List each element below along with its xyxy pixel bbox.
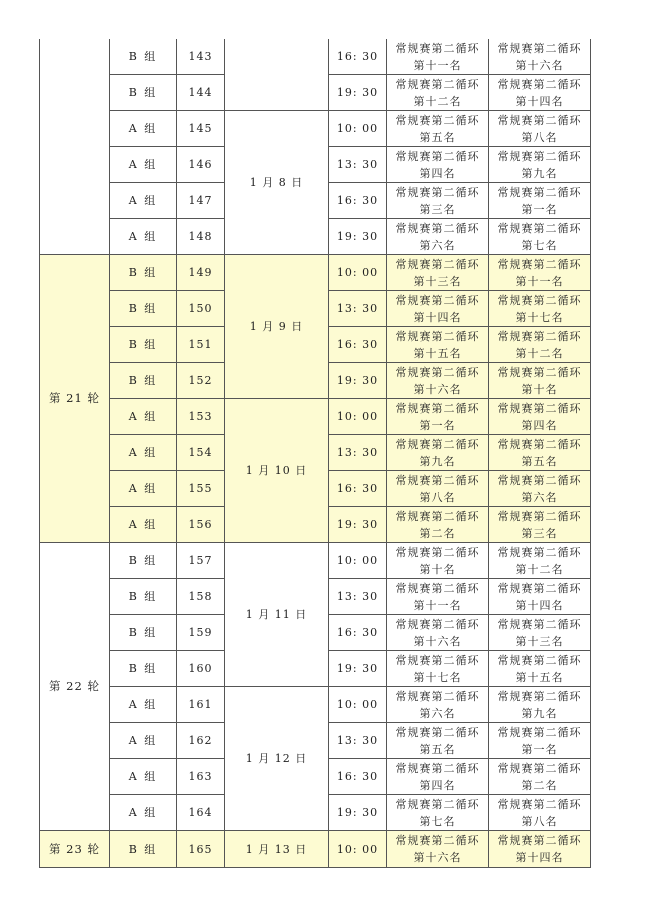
- team-rank: 第十四名: [515, 94, 564, 108]
- team-stage: 常规赛第二循环: [497, 509, 582, 523]
- home-team-cell: [387, 651, 489, 687]
- time-cell: 13: 30: [329, 723, 387, 759]
- team-rank: 第四名: [521, 418, 558, 432]
- game-number: 146: [177, 147, 225, 183]
- team-rank: 第十七名: [413, 670, 462, 684]
- away-team-cell: [489, 579, 591, 615]
- game-number: 162: [177, 723, 225, 759]
- home-team-cell: [387, 75, 489, 111]
- schedule-table: [39, 39, 591, 868]
- team-stage: 常规赛第二循环: [395, 545, 480, 559]
- team-stage: 常规赛第二循环: [395, 185, 480, 199]
- team-rank: 第六名: [419, 706, 456, 720]
- team-stage: 常规赛第二循环: [497, 293, 582, 307]
- away-team-cell: [489, 363, 591, 399]
- team-stage: 常规赛第二循环: [497, 365, 582, 379]
- date-cell: [225, 39, 329, 111]
- team-rank: 第二名: [521, 778, 558, 792]
- team-rank: 第九名: [419, 454, 456, 468]
- team-rank: 第一名: [521, 202, 558, 216]
- away-team-cell: [489, 327, 591, 363]
- group-cell: A 组: [110, 111, 177, 147]
- time-cell: 13: 30: [329, 435, 387, 471]
- team-rank: 第四名: [419, 166, 456, 180]
- away-team-cell: [489, 219, 591, 255]
- team-stage: 常规赛第二循环: [395, 509, 480, 523]
- away-team-cell: [489, 435, 591, 471]
- away-team-cell: [489, 291, 591, 327]
- game-number: 160: [177, 651, 225, 687]
- team-rank: 第十六名: [413, 851, 462, 864]
- game-number: 153: [177, 399, 225, 435]
- team-rank: 第六名: [521, 490, 558, 504]
- team-stage: 常规赛第二循环: [497, 617, 582, 631]
- time-cell: 13: 30: [329, 579, 387, 615]
- home-team-cell: [387, 507, 489, 543]
- game-number: 161: [177, 687, 225, 723]
- away-team-cell: [489, 759, 591, 795]
- game-number: 143: [177, 39, 225, 75]
- group-cell: A 组: [110, 723, 177, 759]
- team-stage: 常规赛第二循环: [497, 653, 582, 667]
- group-cell: A 组: [110, 687, 177, 723]
- group-cell: A 组: [110, 759, 177, 795]
- home-team-cell: [387, 831, 489, 868]
- team-rank: 第十五名: [515, 670, 564, 684]
- away-team-cell: [489, 147, 591, 183]
- team-rank: 第十五名: [413, 346, 462, 360]
- group-cell: B 组: [110, 543, 177, 579]
- game-number: 148: [177, 219, 225, 255]
- date-cell: 1 月 10 日: [225, 399, 329, 543]
- date-cell: 1 月 8 日: [225, 111, 329, 255]
- game-number: 156: [177, 507, 225, 543]
- game-number: 164: [177, 795, 225, 831]
- game-number: 155: [177, 471, 225, 507]
- home-team-cell: [387, 723, 489, 759]
- away-team-cell: [489, 795, 591, 831]
- game-number: 152: [177, 363, 225, 399]
- away-team-cell: [489, 255, 591, 291]
- time-cell: 19: 30: [329, 507, 387, 543]
- team-rank: 第十名: [419, 562, 456, 576]
- home-team-cell: [387, 183, 489, 219]
- team-stage: 常规赛第二循环: [395, 149, 480, 163]
- team-stage: 常规赛第二循环: [497, 149, 582, 163]
- team-rank: 第十二名: [515, 562, 564, 576]
- team-stage: 常规赛第二循环: [497, 329, 582, 343]
- home-team-cell: [387, 543, 489, 579]
- group-cell: A 组: [110, 507, 177, 543]
- time-cell: 16: 30: [329, 471, 387, 507]
- home-team-cell: [387, 255, 489, 291]
- time-cell: 19: 30: [329, 795, 387, 831]
- team-rank: 第三名: [419, 202, 456, 216]
- team-stage: 常规赛第二循环: [395, 473, 480, 487]
- away-team-cell: [489, 39, 591, 75]
- team-stage: 常规赛第二循环: [395, 293, 480, 307]
- group-cell: B 组: [110, 327, 177, 363]
- game-number: 150: [177, 291, 225, 327]
- team-rank: 第十三名: [515, 634, 564, 648]
- team-rank: 第四名: [419, 778, 456, 792]
- group-cell: B 组: [110, 291, 177, 327]
- home-team-cell: [387, 363, 489, 399]
- time-cell: 19: 30: [329, 651, 387, 687]
- team-stage: 常规赛第二循环: [395, 401, 480, 415]
- team-stage: 常规赛第二循环: [395, 797, 480, 811]
- home-team-cell: [387, 795, 489, 831]
- team-rank: 第八名: [521, 814, 558, 828]
- date-cell: 1 月 13 日: [225, 831, 329, 868]
- team-rank: 第十四名: [515, 598, 564, 612]
- team-stage: 常规赛第二循环: [497, 834, 582, 847]
- time-cell: 10: 00: [329, 831, 387, 868]
- time-cell: 13: 30: [329, 291, 387, 327]
- game-number: 154: [177, 435, 225, 471]
- team-stage: 常规赛第二循环: [497, 581, 582, 595]
- team-rank: 第十一名: [413, 58, 462, 72]
- team-rank: 第三名: [521, 526, 558, 540]
- team-stage: 常规赛第二循环: [497, 797, 582, 811]
- team-rank: 第十七名: [515, 310, 564, 324]
- team-rank: 第十三名: [413, 274, 462, 288]
- team-rank: 第五名: [419, 130, 456, 144]
- game-number: 165: [177, 831, 225, 868]
- time-cell: 16: 30: [329, 759, 387, 795]
- group-cell: B 组: [110, 579, 177, 615]
- team-stage: 常规赛第二循环: [395, 653, 480, 667]
- game-number: 147: [177, 183, 225, 219]
- group-cell: A 组: [110, 471, 177, 507]
- team-stage: 常规赛第二循环: [497, 113, 582, 127]
- team-rank: 第十四名: [413, 310, 462, 324]
- group-cell: A 组: [110, 399, 177, 435]
- away-team-cell: [489, 687, 591, 723]
- team-stage: 常规赛第二循环: [497, 401, 582, 415]
- team-rank: 第一名: [521, 742, 558, 756]
- away-team-cell: [489, 183, 591, 219]
- date-cell: 1 月 9 日: [225, 255, 329, 399]
- team-rank: 第一名: [419, 418, 456, 432]
- team-rank: 第十六名: [515, 58, 564, 72]
- team-stage: 常规赛第二循环: [395, 41, 480, 55]
- home-team-cell: [387, 435, 489, 471]
- home-team-cell: [387, 111, 489, 147]
- time-cell: 13: 30: [329, 147, 387, 183]
- group-cell: A 组: [110, 435, 177, 471]
- team-stage: 常规赛第二循环: [497, 41, 582, 55]
- game-number: 151: [177, 327, 225, 363]
- time-cell: 16: 30: [329, 183, 387, 219]
- date-cell: 1 月 12 日: [225, 687, 329, 831]
- round-cell: 第 23 轮: [40, 831, 110, 868]
- team-rank: 第七名: [521, 238, 558, 252]
- team-stage: 常规赛第二循环: [497, 257, 582, 271]
- team-rank: 第十二名: [413, 94, 462, 108]
- time-cell: 16: 30: [329, 615, 387, 651]
- round-cell: [40, 39, 110, 255]
- team-rank: 第十二名: [515, 346, 564, 360]
- away-team-cell: [489, 831, 591, 868]
- team-stage: 常规赛第二循环: [497, 221, 582, 235]
- group-cell: A 组: [110, 183, 177, 219]
- game-number: 149: [177, 255, 225, 291]
- group-cell: A 组: [110, 795, 177, 831]
- team-stage: 常规赛第二循环: [395, 113, 480, 127]
- team-rank: 第十六名: [413, 634, 462, 648]
- team-stage: 常规赛第二循环: [395, 221, 480, 235]
- game-number: 145: [177, 111, 225, 147]
- team-rank: 第五名: [521, 454, 558, 468]
- away-team-cell: [489, 615, 591, 651]
- home-team-cell: [387, 147, 489, 183]
- team-rank: 第二名: [419, 526, 456, 540]
- time-cell: 19: 30: [329, 75, 387, 111]
- team-stage: 常规赛第二循环: [497, 185, 582, 199]
- team-rank: 第九名: [521, 166, 558, 180]
- team-stage: 常规赛第二循环: [395, 725, 480, 739]
- away-team-cell: [489, 723, 591, 759]
- home-team-cell: [387, 687, 489, 723]
- home-team-cell: [387, 471, 489, 507]
- game-number: 144: [177, 75, 225, 111]
- team-stage: 常规赛第二循环: [395, 257, 480, 271]
- team-stage: 常规赛第二循环: [497, 437, 582, 451]
- away-team-cell: [489, 651, 591, 687]
- game-number: 163: [177, 759, 225, 795]
- team-stage: 常规赛第二循环: [395, 437, 480, 451]
- game-number: 157: [177, 543, 225, 579]
- team-rank: 第八名: [521, 130, 558, 144]
- home-team-cell: [387, 327, 489, 363]
- date-cell: 1 月 11 日: [225, 543, 329, 687]
- team-stage: 常规赛第二循环: [497, 545, 582, 559]
- away-team-cell: [489, 471, 591, 507]
- team-rank: 第八名: [419, 490, 456, 504]
- team-stage: 常规赛第二循环: [497, 689, 582, 703]
- home-team-cell: [387, 759, 489, 795]
- round-cell: 第 21 轮: [40, 255, 110, 543]
- team-rank: 第五名: [419, 742, 456, 756]
- group-cell: B 组: [110, 363, 177, 399]
- team-rank: 第十四名: [515, 851, 564, 864]
- team-rank: 第十六名: [413, 382, 462, 396]
- time-cell: 16: 30: [329, 327, 387, 363]
- team-rank: 第七名: [419, 814, 456, 828]
- game-number: 159: [177, 615, 225, 651]
- team-stage: 常规赛第二循环: [497, 473, 582, 487]
- away-team-cell: [489, 399, 591, 435]
- team-stage: 常规赛第二循环: [497, 77, 582, 91]
- time-cell: 16: 30: [329, 39, 387, 75]
- game-number: 158: [177, 579, 225, 615]
- home-team-cell: [387, 579, 489, 615]
- team-rank: 第十名: [521, 382, 558, 396]
- team-stage: 常规赛第二循环: [395, 617, 480, 631]
- home-team-cell: [387, 39, 489, 75]
- team-stage: 常规赛第二循环: [395, 365, 480, 379]
- home-team-cell: [387, 615, 489, 651]
- team-stage: 常规赛第二循环: [395, 581, 480, 595]
- group-cell: B 组: [110, 831, 177, 868]
- group-cell: A 组: [110, 219, 177, 255]
- away-team-cell: [489, 111, 591, 147]
- team-stage: 常规赛第二循环: [395, 689, 480, 703]
- time-cell: 10: 00: [329, 399, 387, 435]
- time-cell: 10: 00: [329, 543, 387, 579]
- away-team-cell: [489, 543, 591, 579]
- team-rank: 第六名: [419, 238, 456, 252]
- group-cell: B 组: [110, 75, 177, 111]
- time-cell: 10: 00: [329, 111, 387, 147]
- time-cell: 10: 00: [329, 255, 387, 291]
- away-team-cell: [489, 75, 591, 111]
- time-cell: 19: 30: [329, 363, 387, 399]
- home-team-cell: [387, 399, 489, 435]
- team-stage: 常规赛第二循环: [395, 834, 480, 847]
- group-cell: B 组: [110, 651, 177, 687]
- round-cell: 第 22 轮: [40, 543, 110, 831]
- group-cell: A 组: [110, 147, 177, 183]
- team-rank: 第十一名: [413, 598, 462, 612]
- team-stage: 常规赛第二循环: [395, 761, 480, 775]
- team-stage: 常规赛第二循环: [395, 77, 480, 91]
- team-rank: 第十一名: [515, 274, 564, 288]
- time-cell: 19: 30: [329, 219, 387, 255]
- team-stage: 常规赛第二循环: [497, 725, 582, 739]
- team-stage: 常规赛第二循环: [395, 329, 480, 343]
- team-rank: 第九名: [521, 706, 558, 720]
- away-team-cell: [489, 507, 591, 543]
- home-team-cell: [387, 291, 489, 327]
- group-cell: B 组: [110, 615, 177, 651]
- group-cell: B 组: [110, 255, 177, 291]
- team-stage: 常规赛第二循环: [497, 761, 582, 775]
- group-cell: B 组: [110, 39, 177, 75]
- time-cell: 10: 00: [329, 687, 387, 723]
- home-team-cell: [387, 219, 489, 255]
